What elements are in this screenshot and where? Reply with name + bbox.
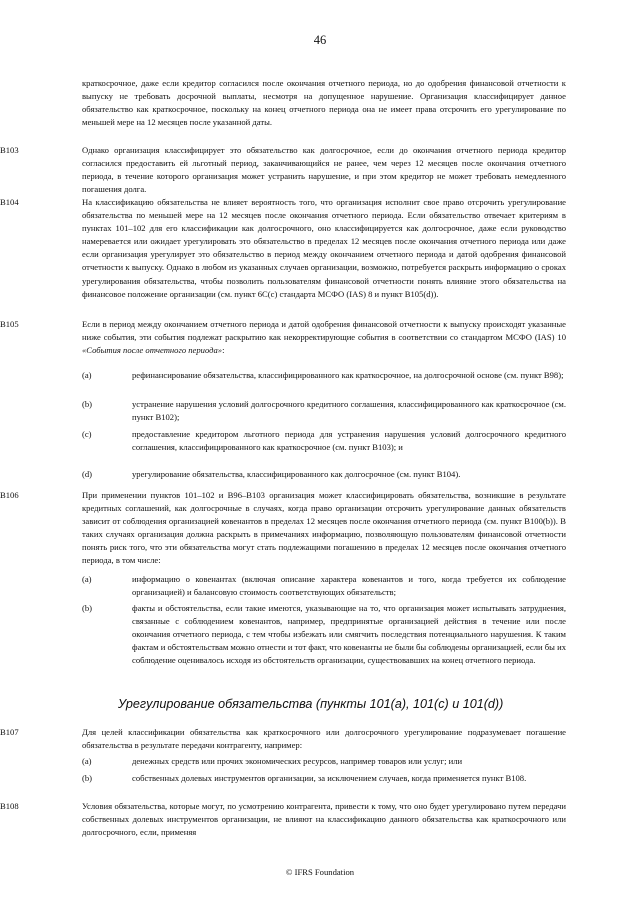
paragraph-text: Однако организация классифицирует это обязательство как долгосрочное, если до окончания отчетного периода кредитор согласился предоставить ей льготный период, заканчивающийся не ранее, чем через 12 месяцев после окончания отчетного периода, в течение которого организация может устранить нарушение, и при этом кредитор не может требовать немедленного погашения долга. bbox=[82, 145, 566, 195]
item-text: информацию о ковенантах (включая описание характера ковенантов и того, когда требуется их соблюдение организацией) и балансовую стоимость соответствующих обязательств; bbox=[132, 574, 566, 598]
list-item bbox=[82, 428, 566, 454]
item-label: (c) bbox=[82, 429, 92, 439]
paragraph-text: При применении пунктов 101–102 и B96–B103 организация может классифицировать обязательства, возникшие в результате кредитных соглашений, как долгосрочные в случаях, когда право организации отсрочить урегулирование данных обязательств зависит от соблюдения организацией ковенантов в пределах 12 месяцев после окончания отчетного периода (см. пункт B100(b)). В таких случаях организация должна раскрыть в примечаниях информацию, позволяющую пользователям финансовой отчетности понять риск того, что эти обязательства могут стать подлежащими погашению в пределах 12 месяцев после окончания отчетного периода, в том числе: bbox=[82, 490, 566, 566]
paragraph-text: Условия обязательства, которые могут, по усмотрению контрагента, привести к тому, что оно будет урегулировано путем передачи собственных долевых инструментов организации, не влияют на классификацию данного обязательства как краткосрочного или долгосрочного, если, применяя bbox=[82, 801, 566, 838]
paragraph-b103 bbox=[0, 144, 566, 196]
paragraph-text: Для целей классификации обязательства как краткосрочного или долгосрочного урегулирование подразумевает погашение обязательства в результате передачи контрагенту, например: bbox=[82, 727, 566, 751]
list-item bbox=[82, 602, 566, 667]
list-item bbox=[82, 755, 566, 768]
paragraph-number: B107 bbox=[0, 727, 19, 737]
list-item bbox=[82, 369, 566, 382]
item-label: (b) bbox=[82, 399, 93, 409]
intro-text: краткосрочное, даже если кредитор согласился после окончания отчетного периода, но до одобрения финансовой отчетности к выпуску не требовать досрочной выплаты, несмотря на допущенное нарушение. Организация классифицирует данное обязательство как краткосрочное, поскольку на конец отчетного периода она не имеет права отсрочить его урегулирование по меньшей мере на 12 месяцев после указанной даты. bbox=[82, 78, 566, 128]
paragraph-text: На классификацию обязательства не влияет вероятность того, что организация исполнит свое право отсрочить урегулирование обязательства по меньшей мере на 12 месяцев после окончания отчетного периода. Если обязательство отвечает критериям в пунктах 101–102 для его классификации как долгосрочного, оно классифицируется как долгосрочное, даже если руководство намеревается или ожидает урегулировать это обязательство в пределах 12 месяцев после окончания отчетного периода или даже если организация урегулирует это обязательство в период между окончанием отчетного периода и датой одобрения финансовой отчетности к выпуску. Однако в любом из указанных случаев организации, возможно, потребуется раскрыть информацию о сроках урегулирования обязательства, чтобы позволить пользователям финансовой отчетности понять влияние этого обязательства на финансовое положение организации (см. пункт 6С(с) стандарта МСФО (IAS) 8 и пункт B105(d)). bbox=[82, 197, 566, 299]
paragraph-number: B106 bbox=[0, 490, 19, 500]
paragraph-number: B105 bbox=[0, 319, 19, 329]
paragraph-b107 bbox=[0, 726, 566, 752]
intro-paragraph bbox=[82, 77, 566, 129]
item-text: денежных средств или прочих экономических ресурсов, например товаров или услуг; или bbox=[132, 756, 463, 766]
item-text: предоставление кредитором льготного периода для устранения нарушения условий долгосрочного кредитного соглашения, классифицированного как краткосрочное (см. пункт B103); и bbox=[132, 429, 566, 453]
footer-copyright: © IFRS Foundation bbox=[285, 867, 355, 877]
item-text: урегулирование обязательства, классифицированного как долгосрочное (см. пункт B104). bbox=[132, 469, 461, 479]
item-label: (a) bbox=[82, 370, 92, 380]
list-item bbox=[82, 573, 566, 599]
paragraph-b104 bbox=[0, 196, 566, 301]
paragraph-text bbox=[82, 318, 566, 357]
text-after: : bbox=[222, 345, 225, 356]
standard-title: «События после отчетного периода» bbox=[82, 345, 223, 356]
paragraph-b108 bbox=[0, 800, 566, 839]
item-text: устранение нарушения условий долгосрочного кредитного соглашения, классифицированного как краткосрочное (см. пункт B102); bbox=[132, 399, 566, 423]
item-text: собственных долевых инструментов организации, за исключением случаев, когда применяется пункт B108. bbox=[132, 773, 527, 783]
item-text: факты и обстоятельства, если такие имеются, указывающие на то, что организация может испытывать затруднения, связанные с соблюдением ковенантов, например, предпринятые организацией действия в течение или после окончания отчетного периода, с тем чтобы избежать или смягчить последствия потенциального нарушения. К таким фактам и обстоятельствам можно отнести и тот факт, что ковенанты не были бы соблюдены организацией, если бы их соблюдение оценивалось исходя из обстоятельств организации, существовавших на конец отчетного периода. bbox=[132, 603, 566, 666]
section-heading: Урегулирование обязательства (пункты 101(a), 101(c) и 101(d)) bbox=[118, 697, 504, 711]
item-text: рефинансирование обязательства, классифицированного как краткосрочное, на долгосрочной основе (см. пункт B98); bbox=[132, 370, 564, 380]
list-item bbox=[82, 468, 566, 481]
item-label: (b) bbox=[82, 773, 93, 783]
paragraph-b106 bbox=[0, 489, 566, 568]
paragraph-number: B108 bbox=[0, 801, 19, 811]
page-number: 46 bbox=[313, 33, 327, 47]
item-label: (a) bbox=[82, 574, 92, 584]
text-before: Если в период между окончанием отчетного периода и датой одобрения финансовой отчетности к выпуску происходят указанные ниже события, эти события подлежат раскрытию как некорректирующие события в соответствии со стандартом МСФО (IAS) 10 bbox=[82, 319, 566, 343]
item-label: (b) bbox=[82, 603, 93, 613]
paragraph-number: B104 bbox=[0, 197, 19, 207]
item-label: (a) bbox=[82, 756, 92, 766]
item-label: (d) bbox=[82, 469, 93, 479]
list-item bbox=[82, 772, 566, 785]
paragraph-number: B103 bbox=[0, 145, 19, 155]
paragraph-b105 bbox=[0, 318, 566, 357]
list-item bbox=[82, 398, 566, 424]
